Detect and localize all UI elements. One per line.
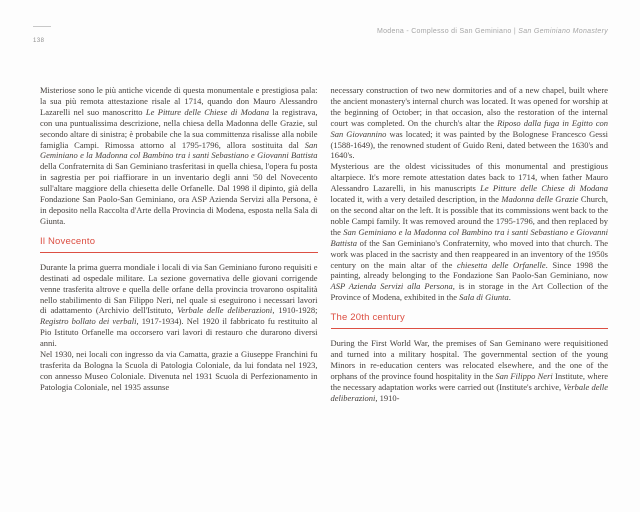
page-number-rule xyxy=(33,26,51,27)
paragraph-en-chapel: necessary construction of two new dormitories and of a new chapel, built where the ancient monastery's internal church was located. It was opened for worship at the beginning of October; in that occasion, also the restoration of the internal court was completed. On the church's altar the Riposo dalla fuga in Egitto con San Giovannino was located; it was painted by the Bolognese Francesco Gessi (1588-1649), the renowned student of Guido Reni, dated between the 1630's and 1640's. xyxy=(330,85,608,161)
paragraph-it-altarpiece: Misteriose sono le più antiche vicende di questa monumentale e prestigiosa pala: la sua più remota attestazione risale al 1714, quando don Mauro Alessandro Lazarelli nel suo manoscritto Le Pitture delle Chiese di Modana la registrava, con una puntualissima descrizione, nella chiesa della Madonna delle Grazie, sul secondo altare di sinistra; è probabile che la sua committenza risalisse alla nobile famiglia Campi. Rimossa attorno al 1795-1796, allora sostituita dal San Geminiano e la Madonna col Bambino tra i santi Sebastiano e Giovanni Battista della Confraternita di San Geminiano trasferitasi in quella chiesa, l'opera fu posta in sagrestia per poi riaffiorare in un inventario degli anni '50 del Novecento sull'altare maggiore della chiesetta delle Orfanelle. Dal 1998 il dipinto, già della Fondazione San Paolo-San Geminiano, ora ASP Azienda Servizi alla Persona, è in deposito nella Raccolta d'Arte della Provincia di Modena, esposta nella Sala di Giunta. xyxy=(40,85,318,226)
text-columns xyxy=(40,85,608,404)
section-heading-it-novecento: Il Novecento xyxy=(40,236,318,253)
paragraph-it-1930: Nel 1930, nei locali con ingresso da via Camatta, grazie a Giuseppe Franchini fu trasferita da Bologna la Scuola di Patologia Coloniale, da lui fondata nel 1923, con annesso Museo Coloniale. Divenuta nel 1931 Scuola di Perfezionamento in Patologia Coloniale, nel 1935 assunse xyxy=(40,349,318,392)
page-number: 138 xyxy=(33,38,45,44)
running-header xyxy=(377,28,608,35)
running-header-italic: San Geminiano Monastery xyxy=(518,28,608,35)
running-header-regular: Modena - Complesso di San Geminiano | xyxy=(376,28,519,35)
paragraph-en-wwi: During the First World War, the premises of San Geminano were requisitioned and turned into a military hospital. The governmental section of the young Minors in re-education centers was relocated elsewhere, and the one of the orphans of the province found hospitality in the San Filippo Neri Institute, where the necessary adaptation works were carried out (Institute's archive, Verbale delle deliberazioni, 1910- xyxy=(330,338,609,403)
right-column xyxy=(331,85,609,404)
page-number-block xyxy=(33,26,51,47)
section-heading-en-20th-century: The 20th century xyxy=(331,312,609,329)
paragraph-en-altarpiece: Mysterious are the oldest vicissitudes of this monumental and prestigious altarpiece. It's more remote attestation dates back to 1714, when father Mauro Alessandro Lazarelli, in his manuscripts Le Pitture delle Chiese di Modana located it, with a very detailed description, in the Madonna delle Grazie Church, on the second altar on the left. It is possible that its commissions went back to the noble Campi family. It was removed around the 1795-1796, and then replaced by the San Geminiano e la Madonna col Bambino tra i santi Sebastiano e Giovanni Battista of the San Geminiano's Confraternity, who moved into that church. The work was placed in the sacristy and then reappeared in an inventory of the 1950s century on the main altar of the chiesetta delle Orfanelle. Since 1998 the painting, already belonging to the Fondazione San Paolo-San Geminiano, now ASP Azienda Servizi alla Persona, is in storage in the Art Collection of the Province of Modena, exhibited in the Sala di Giunta. xyxy=(330,161,608,303)
left-column xyxy=(40,85,318,404)
paragraph-it-wwi: Durante la prima guerra mondiale i locali di via San Geminiano furono requisiti e destinati ad ospedale militare. La sezione governativa delle giovani corrigende venne trasferita altrove e quella delle orfane della provincia trovarono ospitalità nello stabilimento di San Filippo Neri, nel quale si eseguirono i necessari lavori di adattamento (Archivio dell'Istituto, Verbale delle deliberazioni, 1910-1928; Registro bollato dei verbali, 1917-1934). Nel 1920 il fabbricato fu restituito al Pio Istituto Orfanelle ma occorsero vari lavori di restauro che durarono diversi anni. xyxy=(40,261,318,349)
